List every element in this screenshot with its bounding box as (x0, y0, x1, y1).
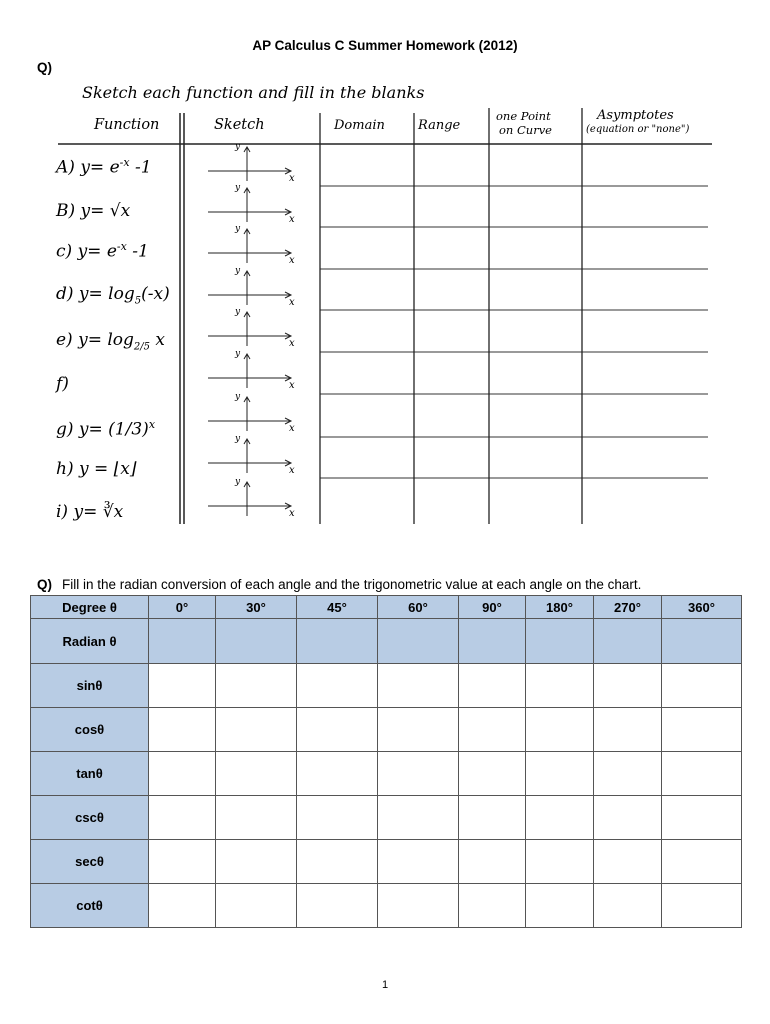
trig-answer-cell[interactable] (297, 752, 378, 796)
trig-answer-cell[interactable] (149, 708, 216, 752)
trig-answer-cell[interactable] (297, 840, 378, 884)
trig-answer-cell[interactable] (149, 840, 216, 884)
trig-function-header: sinθ (31, 664, 149, 708)
trig-answer-cell[interactable] (216, 884, 297, 928)
trig-answer-cell[interactable] (459, 884, 526, 928)
sketch-x-label: x (289, 380, 295, 391)
header-point-line1: one Point (496, 109, 551, 123)
sketch-y-label: y (235, 434, 241, 444)
sketch-axes-group (208, 147, 291, 516)
question-2-instruction (37, 577, 641, 592)
trig-answer-cell[interactable] (149, 664, 216, 708)
trig-answer-cell[interactable] (526, 840, 594, 884)
trig-answer-cell[interactable] (459, 840, 526, 884)
trig-answer-cell[interactable] (297, 796, 378, 840)
trig-answer-cell[interactable] (526, 664, 594, 708)
header-function: Function (94, 117, 160, 133)
trig-function-header: cotθ (31, 884, 149, 928)
trig-function-header: secθ (31, 840, 149, 884)
trig-answer-cell[interactable] (594, 708, 662, 752)
radian-answer-cell[interactable] (526, 619, 594, 664)
trig-answer-cell[interactable] (378, 664, 459, 708)
sketch-x-label: x (289, 255, 295, 266)
trig-function-header: tanθ (31, 752, 149, 796)
trig-answer-cell[interactable] (378, 884, 459, 928)
header-asymptotes-line2: (equation or "none") (586, 124, 690, 135)
degree-cell: 270° (594, 596, 662, 619)
trig-answer-cell[interactable] (297, 664, 378, 708)
header-domain: Domain (334, 118, 385, 133)
sketch-y-label: y (235, 477, 241, 487)
trig-answer-cell[interactable] (594, 884, 662, 928)
question-2-label: Q) (37, 577, 52, 592)
trig-answer-cell[interactable] (378, 840, 459, 884)
trig-answer-cell[interactable] (216, 752, 297, 796)
trig-answer-cell[interactable] (662, 708, 742, 752)
trig-answer-cell[interactable] (378, 796, 459, 840)
trig-answer-cell[interactable] (459, 708, 526, 752)
sketch-x-label: x (289, 297, 295, 308)
trig-answer-cell[interactable] (216, 708, 297, 752)
sketch-y-label: y (235, 224, 241, 234)
trig-answer-cell[interactable] (297, 884, 378, 928)
function-row-e: e) $y= \log_{2/5} x$ (56, 330, 166, 353)
trig-answer-cell[interactable] (662, 664, 742, 708)
degree-cell: 90° (459, 596, 526, 619)
sketch-y-label: y (235, 183, 241, 193)
trig-answer-cell[interactable] (526, 884, 594, 928)
header-sketch: Sketch (214, 117, 265, 133)
trig-answer-cell[interactable] (149, 796, 216, 840)
trig-answer-cell[interactable] (459, 752, 526, 796)
radian-answer-cell[interactable] (594, 619, 662, 664)
trig-row (31, 708, 742, 752)
radian-answer-cell[interactable] (378, 619, 459, 664)
trig-answer-cell[interactable] (662, 840, 742, 884)
function-row-c: c) $y= e^{-x}$ -1 (56, 240, 149, 262)
sketch-y-label: y (235, 266, 241, 276)
degree-cell: 30° (216, 596, 297, 619)
function-row-b: B) y= √x (56, 201, 131, 221)
radian-answer-cell[interactable] (149, 619, 216, 664)
trig-function-header: cscθ (31, 796, 149, 840)
trig-answer-cell[interactable] (526, 752, 594, 796)
header-range: Range (418, 118, 461, 133)
trig-answer-cell[interactable] (216, 796, 297, 840)
question-1-instruction: Sketch each function and fill in the blanks (82, 83, 425, 102)
radian-answer-cell[interactable] (297, 619, 378, 664)
sketch-y-label: y (235, 307, 241, 317)
sketch-x-label: x (289, 338, 295, 349)
trig-table (30, 595, 742, 928)
question-2-text: Fill in the radian conversion of each angle and the trigonometric value at each angle on the chart. (62, 577, 642, 592)
trig-answer-cell[interactable] (594, 664, 662, 708)
trig-answer-cell[interactable] (297, 708, 378, 752)
function-row-i: i) y= ∛x (56, 502, 124, 522)
trig-row (31, 796, 742, 840)
trig-function-header: cosθ (31, 708, 149, 752)
trig-answer-cell[interactable] (662, 752, 742, 796)
sketch-x-label: x (289, 173, 295, 184)
trig-answer-cell[interactable] (594, 840, 662, 884)
trig-answer-cell[interactable] (378, 708, 459, 752)
trig-answer-cell[interactable] (594, 752, 662, 796)
degree-cell: 60° (378, 596, 459, 619)
trig-row (31, 840, 742, 884)
sketch-x-label: x (289, 423, 295, 434)
degree-cell: 360° (662, 596, 742, 619)
sketch-x-label: x (289, 214, 295, 225)
trig-answer-cell[interactable] (662, 884, 742, 928)
sketch-y-label: y (235, 349, 241, 359)
degree-row-header: Degree θ (31, 596, 149, 619)
radian-answer-cell[interactable] (216, 619, 297, 664)
radian-row-header: Radian θ (31, 619, 149, 664)
page-title: AP Calculus C Summer Homework (2012) (252, 38, 518, 53)
radian-answer-cell[interactable] (459, 619, 526, 664)
function-row-f: f) (56, 374, 69, 394)
trig-answer-cell[interactable] (149, 884, 216, 928)
degree-cell: 45° (297, 596, 378, 619)
trig-answer-cell[interactable] (378, 752, 459, 796)
trig-answer-cell[interactable] (216, 664, 297, 708)
sketch-x-label: x (289, 508, 295, 519)
function-row-g: g) $y= (1/3)^x$ (56, 418, 156, 440)
trig-answer-cell[interactable] (149, 752, 216, 796)
trig-row (31, 884, 742, 928)
page-number: 1 (381, 979, 389, 991)
sketch-x-label: x (289, 465, 295, 476)
degree-cell: 0° (149, 596, 216, 619)
trig-answer-cell[interactable] (459, 664, 526, 708)
sketch-y-label: y (235, 142, 241, 152)
question-1-label: Q) (37, 60, 52, 75)
trig-row (31, 664, 742, 708)
header-asymptotes-line1: Asymptotes (597, 108, 674, 123)
sketch-y-label: y (235, 392, 241, 402)
function-row-h: h) y = ⌊x⌋ (56, 459, 137, 479)
function-row-a: A) $y= e^{-x}$ -1 (56, 156, 152, 178)
radian-answer-cell[interactable] (662, 619, 742, 664)
trig-answer-cell[interactable] (459, 796, 526, 840)
function-row-d: d) $y= \log_5(-x)$ (56, 284, 170, 307)
trig-answer-cell[interactable] (662, 796, 742, 840)
trig-row (31, 752, 742, 796)
trig-answer-cell[interactable] (526, 796, 594, 840)
header-point-line2: on Curve (499, 123, 552, 137)
trig-answer-cell[interactable] (216, 840, 297, 884)
trig-answer-cell[interactable] (526, 708, 594, 752)
trig-answer-cell[interactable] (594, 796, 662, 840)
degree-cell: 180° (526, 596, 594, 619)
